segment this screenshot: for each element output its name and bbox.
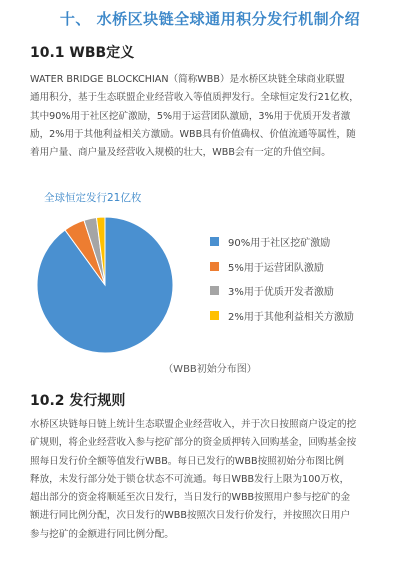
legend-label: 5%用于运营团队激励: [228, 262, 324, 274]
paragraph-line: 励，2%用于其他利益相关方激励。WBB具有价值确权、价值流通等属性，随: [30, 128, 356, 140]
paragraph-line: 通用积分，基于生态联盟企业经营收入等值质押发行。全球恒定发行21亿枚，: [30, 92, 359, 104]
legend-item: [210, 308, 354, 323]
legend-label: 3%用于优质开发者激励: [228, 287, 334, 299]
chart-title: 全球恒定发行21亿枚: [44, 192, 142, 204]
legend-item: [210, 259, 354, 274]
paragraph-line: 着用户量、商户量及经营收入规模的壮大，WBB会有一定的升值空间。: [30, 147, 331, 159]
paragraph-line: WATER BRIDGE BLOCKCHIAN（简称WBB）是水桥区块链全球商业联盟: [30, 74, 345, 85]
paragraph-line: 超出部分的资金将顺延至次日发行，当日发行的WBB按照用户参与挖矿的金: [30, 492, 351, 504]
definition-paragraph: [30, 71, 394, 162]
legend-swatch-developer: [210, 286, 219, 295]
section-heading-definition: 10.1 WBB定义: [30, 45, 135, 61]
paragraph-line: 照每日发行价全额等值发行WBB。每日已发行的WBB按照初始分布图比例: [30, 455, 344, 467]
legend-swatch-team: [210, 262, 219, 271]
chart-legend: [210, 234, 354, 332]
distribution-pie-chart: [30, 210, 180, 360]
legend-swatch-stakeholder: [210, 311, 219, 320]
legend-label: 90%用于社区挖矿激励: [228, 238, 331, 249]
chart-caption: （WBB初始分布图）: [163, 364, 257, 375]
legend-label: 2%用于其他利益相关方激励: [228, 311, 354, 323]
section-heading-issuance-rules: 10.2 发行规则: [30, 393, 126, 409]
legend-item: [210, 234, 354, 249]
legend-swatch-community: [210, 237, 219, 246]
paragraph-line: 矿规则，将企业经营收入参与挖矿部分的资金质押转入回购基金，回购基金按: [30, 437, 357, 449]
page-title: 十、 水桥区块链全球通用积分发行机制介绍: [59, 10, 361, 28]
paragraph-line: 其中90%用于社区挖矿激励，5%用于运营团队激励，3%用于优质开发者激: [30, 110, 351, 122]
legend-item: [210, 283, 354, 298]
paragraph-line: 额进行同比例分配，次日发行的WBB按照次日发行价发行，并按照次日用户: [30, 510, 351, 522]
paragraph-line: 释放，未发行部分处于锁仓状态不可流通。每日WBB发行上限为100万枚，: [30, 473, 350, 485]
issuance-rules-paragraph: [30, 416, 394, 544]
paragraph-line: 水桥区块链每日链上统计生态联盟企业经营收入，并于次日按照商户设定的挖: [30, 419, 357, 430]
paragraph-line: 参与挖矿的金额进行同比例分配。: [30, 528, 174, 540]
